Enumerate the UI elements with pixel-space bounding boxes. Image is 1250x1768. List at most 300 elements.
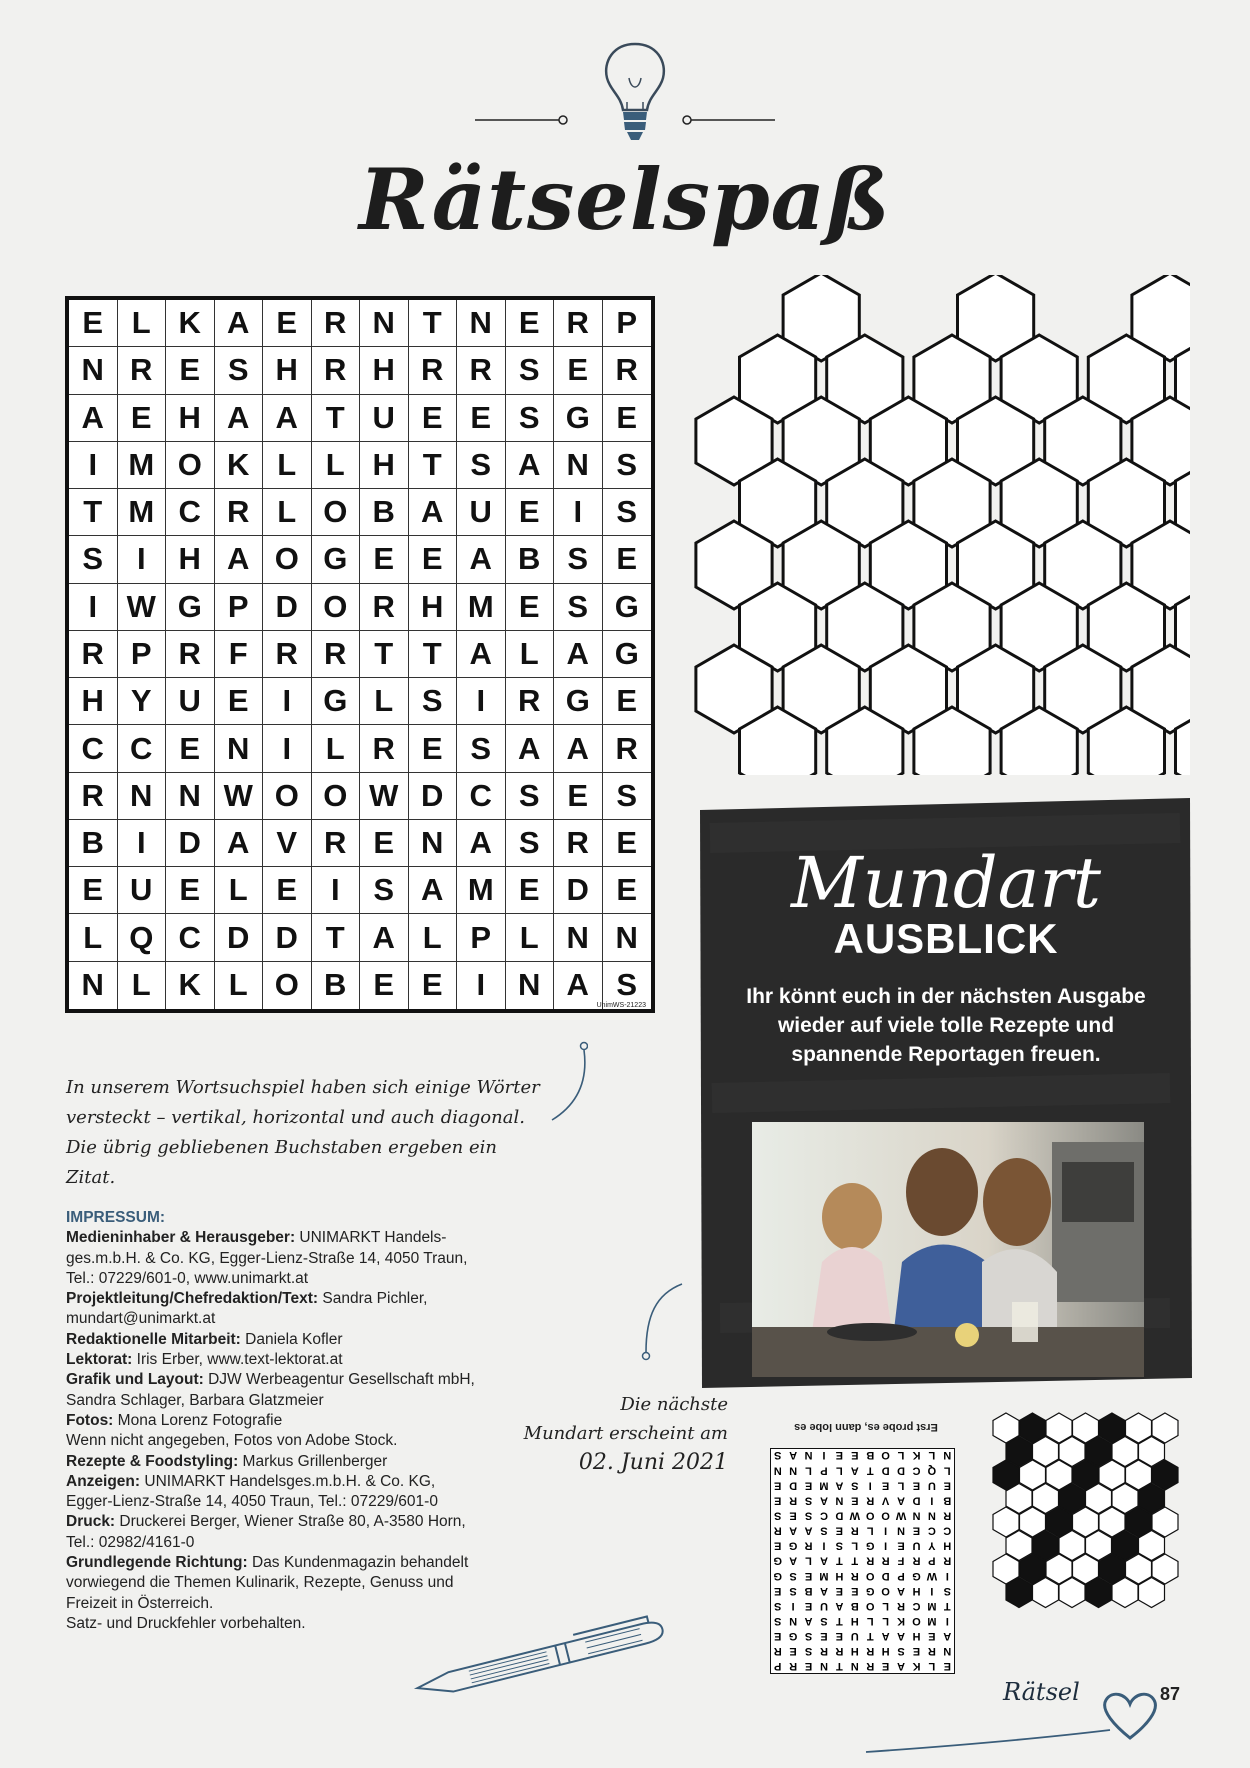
grid-letter: U [360, 395, 409, 442]
solution-letter: D [835, 1509, 844, 1522]
solution-letter: G [773, 1554, 782, 1567]
solution-letter: G [773, 1569, 782, 1582]
solution-letter: R [773, 1645, 782, 1658]
solution-letter: E [774, 1584, 782, 1597]
solution-letter: E [851, 1449, 859, 1462]
solution-letter: T [866, 1630, 874, 1643]
solution-letter: O [865, 1509, 875, 1522]
grid-letter: E [603, 678, 652, 725]
solution-letter: I [945, 1614, 949, 1627]
solution-letter: U [912, 1539, 921, 1552]
solution-letter: D [881, 1569, 890, 1582]
solution-letter: H [850, 1645, 859, 1658]
solution-letter: R [804, 1539, 813, 1552]
impressum-line [66, 1350, 586, 1370]
solution-letter: E [912, 1524, 921, 1537]
solution-letter: E [835, 1584, 844, 1597]
page-title: Rätselspaß [359, 150, 891, 249]
solution-letter: O [881, 1509, 890, 1522]
grid-letter: S [69, 536, 118, 583]
impressum-text: Tel.: 07229/601-0, www.unimarkt.at [66, 1269, 309, 1287]
impressum-text: UNIMARKT Handelsges.m.b.H. & Co. KG, [140, 1472, 436, 1490]
impressum-line [66, 1573, 586, 1593]
solution-letter: C [943, 1524, 952, 1537]
solution-letter: L [928, 1449, 936, 1462]
grid-letter: G [166, 584, 215, 631]
grid-letter: E [506, 867, 555, 914]
grid-letter: I [263, 725, 312, 772]
grid-letter: E [506, 300, 555, 347]
solution-letter: T [851, 1554, 859, 1567]
grid-letter: A [506, 725, 555, 772]
solution-letter: N [789, 1614, 798, 1627]
impressum-line [66, 1553, 586, 1573]
grid-letter: O [263, 773, 312, 820]
solution-letter: A [897, 1660, 906, 1673]
wordsearch-solution [770, 1448, 955, 1674]
solution-letter: E [804, 1569, 813, 1582]
grid-letter: I [69, 442, 118, 489]
grid-letter: D [554, 867, 603, 914]
solution-letter: E [912, 1645, 921, 1658]
solution-letter: S [804, 1630, 813, 1643]
grid-letter: E [263, 867, 312, 914]
grid-letter: N [506, 962, 555, 1009]
solution-letter: K [897, 1614, 906, 1627]
pen-icon [405, 1598, 685, 1694]
impressum-line [66, 1533, 586, 1553]
solution-letter: O [881, 1449, 890, 1462]
grid-letter: S [506, 395, 555, 442]
grid-letter: D [215, 914, 264, 961]
mundart-subtitle: AUSBLICK [833, 915, 1059, 962]
solution-letter: E [835, 1524, 844, 1537]
solution-letter: O [865, 1569, 875, 1582]
impressum-label: Anzeigen: [66, 1472, 141, 1490]
grid-letter: P [215, 584, 264, 631]
impressum-text: Sandra Pichler, [318, 1290, 428, 1308]
solution-quote: Erst probe es, dann lobe es [794, 1421, 938, 1433]
grid-letter: N [118, 773, 167, 820]
solution-letter: I [930, 1584, 934, 1597]
grid-letter: R [360, 584, 409, 631]
impressum-text: Das Kundenmagazin behandelt [247, 1554, 469, 1572]
impressum-text: Iris Erber, www.text-lektorat.at [132, 1351, 343, 1369]
grid-letter: E [506, 489, 555, 536]
grid-letter: G [312, 536, 361, 583]
solution-letter: I [791, 1599, 795, 1612]
impressum-text: Tel.: 02982/4161-0 [66, 1533, 195, 1551]
solution-letter: H [943, 1539, 952, 1552]
grid-letter: U [457, 489, 506, 536]
grid-letter: N [457, 300, 506, 347]
solution-letter: R [835, 1645, 844, 1658]
impressum-line [66, 1309, 586, 1329]
solution-letter: G [865, 1539, 875, 1552]
grid-letter: E [215, 678, 264, 725]
grid-letter: S [457, 725, 506, 772]
solution-letter: L [836, 1464, 843, 1477]
grid-letter: R [554, 820, 603, 867]
solution-letter: S [851, 1479, 859, 1492]
grid-letter: M [118, 442, 167, 489]
solution-letter: A [835, 1479, 844, 1492]
solution-letter: I [945, 1569, 949, 1582]
grid-letter: A [215, 536, 264, 583]
solution-letter: A [897, 1630, 906, 1643]
solution-letter: S [774, 1449, 782, 1462]
grid-letter: H [409, 584, 458, 631]
impressum-text: Daniela Kofler [240, 1330, 343, 1348]
grid-letter: R [312, 300, 361, 347]
solution-letter: E [820, 1630, 828, 1643]
impressum-text: Satz- und Druckfehler vorbehalten. [66, 1614, 306, 1632]
impressum-line [66, 1330, 586, 1350]
grid-letter: D [409, 773, 458, 820]
solution-letter: Q [927, 1464, 937, 1477]
solution-letter: N [897, 1524, 906, 1537]
impressum-text: Mona Lorenz Fotografie [113, 1411, 283, 1429]
grid-letter: S [457, 442, 506, 489]
grid-letter: S [554, 584, 603, 631]
solution-letter: S [774, 1509, 782, 1522]
grid-letter: S [506, 820, 555, 867]
grid-letter: I [457, 678, 506, 725]
solution-letter: H [881, 1645, 890, 1658]
impressum-line [66, 1289, 586, 1309]
impressum-heading: IMPRESSUM: [66, 1209, 166, 1226]
grid-letter: S [603, 489, 652, 536]
next-issue-line: Die nächste [620, 1394, 728, 1415]
instruction-line: versteckt – vertikal, horizontal und auch diagonal. [66, 1107, 525, 1128]
grid-letter: R [118, 347, 167, 394]
solution-letter: I [884, 1539, 888, 1552]
grid-letter: T [409, 631, 458, 678]
grid-letter: R [603, 347, 652, 394]
solution-letter: E [851, 1584, 859, 1597]
grid-letter: E [409, 962, 458, 1009]
grid-letter: H [166, 536, 215, 583]
grid-letter: R [312, 631, 361, 678]
page-number: 87 [1160, 1684, 1181, 1704]
grid-letter: K [215, 442, 264, 489]
grid-letter: R [554, 300, 603, 347]
hexagon-puzzle [690, 275, 1190, 775]
grid-letter: E [69, 867, 118, 914]
lightbulb-icon [595, 38, 675, 148]
grid-letter: R [263, 631, 312, 678]
grid-letter: O [312, 773, 361, 820]
impressum-label: Druck: [66, 1513, 116, 1531]
solution-letter: S [804, 1494, 813, 1507]
grid-letter: E [118, 395, 167, 442]
grid-letter: R [166, 631, 215, 678]
solution-letter: C [927, 1524, 936, 1537]
solution-letter: L [866, 1614, 874, 1627]
grid-letter: S [554, 536, 603, 583]
impressum-label: Rezepte & Foodstyling: [66, 1452, 239, 1470]
solution-letter: E [804, 1599, 813, 1612]
grid-letter: W [360, 773, 409, 820]
hexagon-grid [690, 275, 1190, 775]
solution-letter: O [881, 1584, 890, 1597]
grid-letter: L [360, 678, 409, 725]
solution-letter: E [789, 1509, 797, 1522]
solution-letter: A [897, 1584, 906, 1597]
grid-letter: E [166, 725, 215, 772]
instruction-line: In unserem Wortsuchspiel haben sich einige Wörter [66, 1077, 540, 1098]
solution-letter: B [866, 1449, 875, 1462]
grid-letter: M [118, 489, 167, 536]
solution-letter: I [884, 1524, 888, 1537]
grid-letter: E [166, 347, 215, 394]
grid-letter: A [215, 820, 264, 867]
solution-letter: H [912, 1630, 921, 1643]
grid-letter: R [457, 347, 506, 394]
impressum-line [66, 1269, 586, 1289]
kitchen-photo [752, 1122, 1144, 1377]
solution-letter: H [835, 1569, 844, 1582]
solution-letter: S [820, 1524, 828, 1537]
solution-letter: T [943, 1599, 951, 1612]
solution-letter: S [774, 1614, 782, 1627]
grid-letter: U [166, 678, 215, 725]
grid-letter: T [69, 489, 118, 536]
grid-letter: N [554, 914, 603, 961]
solution-letter: A [881, 1630, 890, 1643]
solution-letter: A [804, 1524, 813, 1537]
impressum-label: Medieninhaber & Herausgeber: [66, 1229, 296, 1247]
solution-letter: W [926, 1569, 938, 1582]
grid-letter: E [603, 867, 652, 914]
grid-letter: B [312, 962, 361, 1009]
grid-letter: A [360, 914, 409, 961]
solution-letter: P [774, 1660, 782, 1673]
grid-letter: E [506, 584, 555, 631]
solution-letter: S [789, 1584, 797, 1597]
mundart-title: Mundart [791, 842, 1101, 924]
solution-letter: N [912, 1509, 921, 1522]
solution-letter: S [774, 1599, 782, 1612]
solution-letter: R [881, 1554, 890, 1567]
solution-letter: N [804, 1449, 813, 1462]
grid-letter: E [166, 867, 215, 914]
solution-letter: N [927, 1509, 936, 1522]
impressum-line [66, 1249, 586, 1269]
grid-letter: N [554, 442, 603, 489]
grid-letter: I [312, 867, 361, 914]
grid-letter: L [506, 914, 555, 961]
solution-letter: E [897, 1539, 905, 1552]
grid-letter: A [215, 395, 264, 442]
decorative-curve [548, 1040, 588, 1124]
impressum-label: Grundlegende Richtung: [66, 1554, 248, 1572]
solution-letter: S [943, 1584, 951, 1597]
grid-letter: R [215, 489, 264, 536]
grid-letter: T [312, 395, 361, 442]
grid-letter: S [360, 867, 409, 914]
impressum-label: Projektleitung/Chefredaktion/Text: [66, 1290, 319, 1308]
grid-letter: B [69, 820, 118, 867]
grid-letter: E [360, 536, 409, 583]
impressum-text: Druckerei Berger, Wiener Straße 80, A-3580 Horn, [115, 1513, 466, 1531]
solution-letter: C [912, 1599, 921, 1612]
solution-letter: B [943, 1494, 952, 1507]
grid-letter: E [603, 536, 652, 583]
solution-letter: N [943, 1449, 952, 1462]
mundart-teaser: Ihr könnt euch in der nächsten Ausgabe wieder auf viele tolle Rezepte und spannende Reportagen freuen. [746, 985, 1146, 1066]
grid-letter: E [554, 773, 603, 820]
solution-letter: E [881, 1479, 890, 1492]
grid-letter: E [360, 962, 409, 1009]
grid-letter: R [69, 773, 118, 820]
solution-letter: R [789, 1660, 798, 1673]
grid-letter: L [312, 442, 361, 489]
solution-letter: I [868, 1479, 872, 1492]
grid-letter: S [409, 678, 458, 725]
solution-letter: C [819, 1509, 828, 1522]
grid-letter: E [554, 347, 603, 394]
instruction-line: Die übrig gebliebenen Buchstaben ergeben ein Zitat. [66, 1137, 497, 1188]
grid-letter: L [312, 725, 361, 772]
grid-letter: H [360, 347, 409, 394]
solution-letter: I [822, 1449, 826, 1462]
solution-letter: L [882, 1614, 889, 1627]
grid-letter: L [215, 867, 264, 914]
grid-letter: G [603, 631, 652, 678]
solution-letter: P [897, 1569, 905, 1582]
solution-letter: L [897, 1479, 905, 1492]
solution-letter: E [789, 1645, 797, 1658]
solution-letter: R [943, 1554, 952, 1567]
impressum-label: Fotos: [66, 1411, 114, 1429]
grid-letter: I [457, 962, 506, 1009]
solution-letter: U [850, 1630, 859, 1643]
solution-letter: L [943, 1464, 951, 1477]
solution-letter: U [927, 1479, 936, 1492]
solution-letter: R [789, 1494, 798, 1507]
solution-letter: A [789, 1524, 798, 1537]
grid-letter: L [215, 962, 264, 1009]
solution-letter: L [866, 1524, 874, 1537]
grid-letter: A [409, 867, 458, 914]
wordsearch-instructions [66, 1073, 546, 1193]
solution-letter: E [928, 1630, 936, 1643]
solution-letter: A [897, 1494, 906, 1507]
solution-letter: M [927, 1599, 937, 1612]
solution-letter: K [912, 1449, 921, 1462]
solution-letter: K [912, 1660, 921, 1673]
grid-letter: Q [118, 914, 167, 961]
grid-letter: W [215, 773, 264, 820]
grid-letter: N [69, 347, 118, 394]
solution-letter: E [774, 1479, 782, 1492]
solution-letter: V [881, 1494, 890, 1507]
solution-letter: R [866, 1494, 875, 1507]
grid-letter: A [554, 631, 603, 678]
solution-letter: G [788, 1630, 798, 1643]
next-issue-note [500, 1390, 728, 1477]
solution-letter: N [819, 1660, 828, 1673]
grid-letter: E [457, 395, 506, 442]
grid-letter: O [263, 962, 312, 1009]
solution-letter: S [789, 1569, 797, 1582]
solution-letter: E [912, 1479, 921, 1492]
grid-letter: A [457, 631, 506, 678]
grid-letter: S [506, 773, 555, 820]
impressum-text: mundart@unimarkt.at [66, 1310, 216, 1328]
grid-letter: P [603, 300, 652, 347]
grid-letter: P [118, 631, 167, 678]
grid-letter: C [118, 725, 167, 772]
grid-letter: A [215, 300, 264, 347]
grid-letter: L [118, 300, 167, 347]
grid-letter: G [554, 678, 603, 725]
grid-letter: O [312, 489, 361, 536]
solution-letter: G [865, 1584, 875, 1597]
solution-letter: A [789, 1449, 798, 1462]
solution-letter: S [804, 1509, 813, 1522]
solution-letter: F [897, 1554, 905, 1567]
grid-letter: A [554, 962, 603, 1009]
solution-letter: O [865, 1599, 875, 1612]
grid-letter: R [69, 631, 118, 678]
impressum-text: UNIMARKT Handels- [295, 1229, 447, 1247]
hexagon-solution [990, 1412, 1182, 1612]
solution-letter: R [866, 1645, 875, 1658]
grid-letter: R [603, 725, 652, 772]
solution-letter: R [927, 1645, 936, 1658]
grid-letter: N [69, 962, 118, 1009]
grid-letter: F [215, 631, 264, 678]
grid-letter: O [263, 536, 312, 583]
solution-letter: N [943, 1645, 952, 1658]
grid-letter: L [263, 489, 312, 536]
grid-letter: G [554, 395, 603, 442]
solution-letter: W [895, 1509, 907, 1522]
solution-letter: W [849, 1509, 860, 1522]
grid-letter: U [118, 867, 167, 914]
grid-letter: K [166, 300, 215, 347]
impressum-label: Redaktionelle Mitarbeit: [66, 1330, 241, 1348]
grid-letter: C [69, 725, 118, 772]
grid-letter: E [69, 300, 118, 347]
grid-letter: O [166, 442, 215, 489]
grid-letter: N [360, 300, 409, 347]
solution-letter: B [850, 1599, 859, 1612]
grid-letter: I [118, 820, 167, 867]
grid-letter: A [409, 489, 458, 536]
solution-letter: Y [928, 1539, 936, 1552]
grid-letter: H [166, 395, 215, 442]
solution-letter: I [822, 1539, 826, 1552]
grid-letter: N [409, 820, 458, 867]
solution-letter: A [804, 1614, 813, 1627]
footer-section-label: Rätsel [1003, 1678, 1080, 1706]
grid-letter: S [215, 347, 264, 394]
impressum-text: Sandra Schlager, Barbara Glatzmeier [66, 1391, 324, 1409]
grid-letter: W [118, 584, 167, 631]
solution-letter: A [819, 1554, 828, 1567]
impressum-line [66, 1228, 586, 1248]
grid-letter: N [166, 773, 215, 820]
solution-letter: N [835, 1494, 844, 1507]
solution-letter: D [789, 1479, 798, 1492]
grid-letter: G [603, 584, 652, 631]
solution-letter: E [943, 1479, 951, 1492]
grid-letter: E [603, 395, 652, 442]
next-issue-date: 02. Juni 2021 [578, 1450, 728, 1475]
